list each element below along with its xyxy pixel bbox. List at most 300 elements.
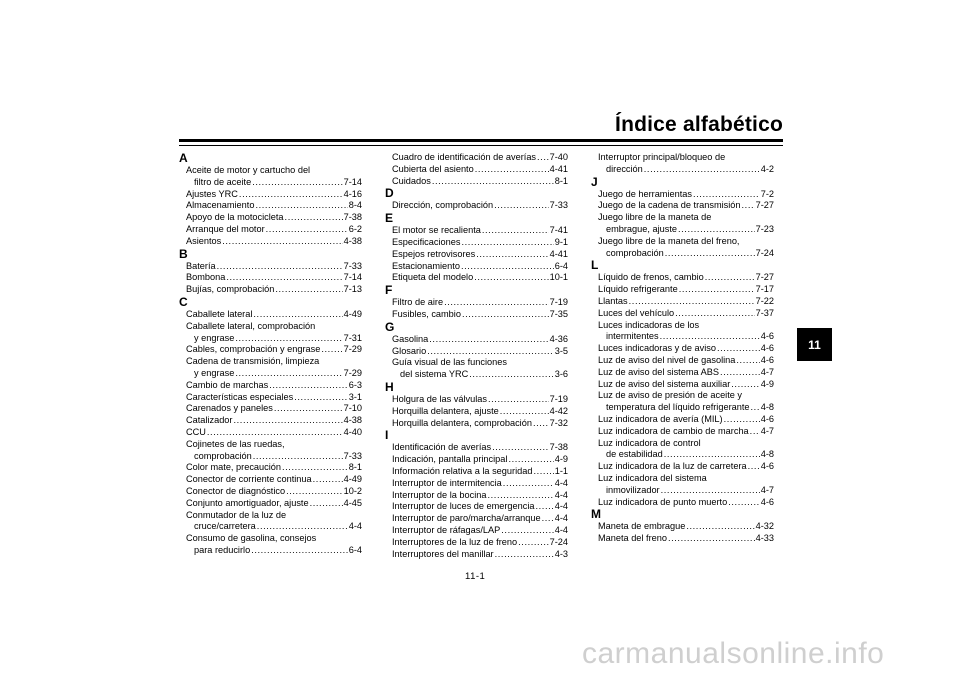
index-entry-label: Holgura de las válvulas [392,393,487,404]
index-leader-dots [508,454,553,466]
index-leader-dots [207,427,343,439]
index-entry-page: 7-33 [343,450,362,461]
index-entry-page: 7-35 [549,308,568,319]
index-entry-page: 7-29 [343,367,362,378]
index-leader-dots [751,402,760,414]
index-entry-page: 8-1 [348,462,362,473]
index-entry-label: para reducirlo [194,544,251,555]
index-entry [186,474,362,486]
index-entry-page: 7-2 [760,188,774,199]
index-entry-label: Dirección, comprobación [392,200,494,211]
index-entry [392,549,568,561]
index-entry-label: Interruptor de paro/marcha/arranque [392,513,541,524]
index-entry-page: 7-14 [343,176,362,187]
index-leader-dots [461,237,553,249]
index-leader-dots [257,521,348,533]
index-entry-page: 4-7 [760,366,774,377]
index-entry-text: Cadena de transmisión, limpieza [186,356,320,367]
index-entry [392,525,568,537]
index-entry-page: 4-41 [549,163,568,174]
index-entry-label: Luz indicadora de cambio de marcha [598,425,749,436]
index-entry-page: 4-38 [343,415,362,426]
index-letter-heading: M [591,507,601,522]
index-entry [598,164,774,176]
index-leader-dots [664,449,760,461]
chapter-tab[interactable] [797,328,832,361]
index-leader-dots [660,331,760,343]
index-entry-page: 4-33 [755,533,774,544]
index-entry [598,296,774,308]
index-entry [392,418,568,430]
index-leader-dots [503,478,554,490]
index-entry-label: Luces indicadoras y de aviso [598,343,716,354]
index-leader-dots [239,189,343,201]
index-leader-dots [429,334,548,346]
index-leader-dots [686,521,754,533]
index-letter-heading: L [591,258,599,273]
index-entry [598,367,774,379]
index-leader-dots [266,224,348,236]
index-leader-dots [748,461,760,473]
index-entry-page: 8-1 [554,175,568,186]
index-leader-dots [678,224,755,236]
index-entry-label: Luz indicadora de la luz de carretera [598,461,747,472]
index-entry-label: comprobación [194,450,252,461]
index-entry [186,272,362,284]
index-entry-label: Gasolina [392,333,429,344]
index-leader-dots [274,403,343,415]
index-entry [186,309,362,321]
index-entry [392,334,568,346]
index-leader-dots [679,284,755,296]
index-entry [392,442,568,454]
index-entry-text: Cojinetes de las ruedas, [186,438,285,449]
index-entry-page: 4-8 [760,402,774,413]
index-entry [186,333,362,345]
index-entry [598,331,774,343]
index-entry [186,284,362,296]
index-leader-dots [488,490,554,502]
index-entry-label: Arranque del motor [186,223,265,234]
index-entry-page: 7-33 [343,260,362,271]
index-entry-page: 9-1 [554,236,568,247]
index-leader-dots [285,212,343,224]
index-leader-dots [518,537,548,549]
index-entry [392,237,568,249]
index-leader-dots [474,272,548,284]
index-entry-label: embrague, ajuste [606,223,677,234]
index-entry-label: del sistema YRC [400,369,469,380]
index-leader-dots [665,248,755,260]
index-entry-page: 7-27 [755,200,774,211]
index-entry [186,451,362,463]
index-letter-heading: J [591,174,598,189]
index-leader-dots [269,380,348,392]
index-entry-label: Especificaciones [392,236,461,247]
index-entry-page: 4-8 [760,449,774,460]
index-leader-dots [444,297,549,309]
index-entry-label: Luz indicadora de avería (MIL) [598,413,723,424]
index-entry-label: Cambio de marchas [186,379,269,390]
index-entry-page: 4-4 [554,489,568,500]
index-leader-dots [750,426,760,438]
index-entry [392,406,568,418]
index-entry-label: Interruptor de intermitencia [392,477,502,488]
index-entry-page: 4-49 [343,474,362,485]
index-entry [392,537,568,549]
index-entry-label: Color mate, precaución [186,462,281,473]
index-entry-text: Juego libre de la maneta del freno, [598,235,740,246]
index-leader-dots [488,394,549,406]
index-leader-dots [629,296,755,308]
index-entry [598,402,774,414]
index-entry [598,200,774,212]
index-leader-dots [461,261,554,273]
index-entry-page: 3-5 [554,345,568,356]
index-leader-dots [537,152,549,164]
index-entry [598,497,774,509]
page-title: Índice alfabético [615,113,783,136]
index-entry-page: 7-37 [755,307,774,318]
index-entry-label: Líquido de frenos, cambio [598,272,704,283]
index-entry-page: 4-4 [554,501,568,512]
index-leader-dots [321,344,342,356]
index-entry-label: de estabilidad [606,449,663,460]
index-leader-dots [728,497,759,509]
index-entry-label: Cables, comprobación y engrase [186,344,321,355]
index-leader-dots [724,414,760,426]
index-entry-label: Estacionamiento [392,260,460,271]
index-entry-page: 7-33 [549,200,568,211]
index-entry-page: 4-6 [760,461,774,472]
index-entry-label: Asientos [186,235,222,246]
index-leader-dots [720,367,760,379]
index-entry-label: Luz de aviso del nivel de gasolina [598,354,736,365]
index-column-1 [179,151,362,557]
index-entry [598,284,774,296]
index-entry [186,189,362,201]
index-entry-page: 7-13 [343,284,362,295]
index-entry-page: 7-27 [755,272,774,283]
index-entry-page: 4-6 [760,496,774,507]
index-leader-dots [226,272,342,284]
index-entry-label: Cubierta del asiento [392,163,474,174]
index-entry-page: 8-4 [348,200,362,211]
index-entry [598,355,774,367]
index-entry-label: Batería [186,260,216,271]
index-entry [392,272,568,284]
index-entry [392,394,568,406]
index-entry-page: 4-38 [343,235,362,246]
index-entry-label: El motor se recalienta [392,225,481,236]
header-rule-thin [179,145,783,146]
index-entry [392,501,568,513]
index-leader-dots [533,418,549,430]
index-entry [598,485,774,497]
index-leader-dots [294,392,347,404]
index-leader-dots [313,474,343,486]
index-leader-dots [492,442,549,454]
index-entry-page: 4-32 [755,521,774,532]
index-entry-page: 7-32 [549,417,568,428]
index-entry-page: 4-4 [554,524,568,535]
index-leader-dots [222,236,342,248]
index-entry-page: 7-31 [343,332,362,343]
index-entry [186,462,362,474]
index-entry-text: Luz de aviso de presión de aceite y [598,390,743,401]
index-leader-dots [427,346,554,358]
index-entry [186,261,362,273]
index-entry-page: 4-4 [554,477,568,488]
index-entry [598,224,774,236]
index-letter-heading: A [179,151,188,165]
index-entry-label: Fusibles, cambio [392,308,461,319]
index-leader-dots [693,189,760,201]
index-letter-heading: B [179,246,188,261]
index-entry [186,224,362,236]
index-entry [186,521,362,533]
index-entry-label: Caballete lateral [186,308,253,319]
index-entry-page: 4-9 [554,454,568,465]
index-entry-label: Conector de diagnóstico [186,485,286,496]
index-entry-page: 4-49 [343,308,362,319]
index-entry [392,454,568,466]
index-entry [392,176,568,188]
index-entry [598,449,774,461]
index-leader-dots [462,309,549,321]
index-entry-page: 7-24 [549,536,568,547]
index-column-3 [591,152,774,545]
index-entry-label: intermitentes [606,331,659,342]
index-entry [392,369,568,381]
index-entry [392,200,568,212]
index-entry-page: 4-6 [760,343,774,354]
index-entry [392,309,568,321]
index-entry [392,249,568,261]
index-entry-label: filtro de aceite [194,176,252,187]
index-entry [598,414,774,426]
index-leader-dots [469,369,553,381]
index-column-2 [385,152,568,560]
index-leader-dots [500,406,549,418]
index-entry [598,533,774,545]
index-entry-label: Luz de aviso del sistema ABS [598,366,720,377]
index-entry-label: Información relativa a la seguridad [392,465,533,476]
index-entry-page: 7-19 [549,297,568,308]
index-leader-dots [252,177,342,189]
index-entry [598,379,774,391]
index-leader-dots [476,249,548,261]
index-entry-page: 7-10 [343,403,362,414]
index-entry [186,380,362,392]
index-leader-dots [475,164,549,176]
index-entry [392,152,568,164]
index-entry-page: 4-7 [760,484,774,495]
index-entry-page: 4-40 [343,426,362,437]
index-leader-dots [661,485,760,497]
index-entry-text: Luz indicadora del sistema [598,472,707,483]
index-leader-dots [310,498,343,510]
index-entry [186,415,362,427]
index-leader-dots [482,225,549,237]
index-entry-page: 7-14 [343,272,362,283]
index-entry-text: Conmutador de la luz de [186,509,287,520]
index-entry-page: 7-17 [755,284,774,295]
index-entry-page: 4-41 [549,248,568,259]
index-entry-page: 4-6 [760,331,774,342]
index-entry [392,513,568,525]
index-entry-label: Luz indicadora de punto muerto [598,496,728,507]
index-entry [186,368,362,380]
index-entry-page: 4-4 [554,513,568,524]
index-entry-label: Características especiales [186,391,294,402]
index-entry-text: Aceite de motor y cartucho del [186,165,311,175]
index-entry-label: Horquilla delantera, comprobación [392,417,532,428]
index-entry-label: Carenados y paneles [186,403,273,414]
index-entry [598,308,774,320]
index-leader-dots [501,525,553,537]
index-entry-page: 4-42 [549,405,568,416]
index-entry-label: CCU [186,426,206,437]
index-leader-dots [644,164,760,176]
index-entry-page: 4-2 [760,163,774,174]
index-letter-heading: E [385,211,394,226]
index-entry-label: Espejos retrovisores [392,248,476,259]
index-entry [598,426,774,438]
index-leader-dots [494,200,549,212]
index-entry-label: Luces del vehículo [598,307,675,318]
index-entry-page: 6-2 [348,223,362,234]
index-entry-label: Apoyo de la motocicleta [186,212,284,223]
index-leader-dots [536,501,554,513]
index-entry-label: Líquido refrigerante [598,284,678,295]
index-leader-dots [235,333,342,345]
index-entry-label: Maneta del freno [598,533,667,544]
index-leader-dots [217,261,343,273]
index-entry [392,297,568,309]
index-leader-dots [742,200,755,212]
index-entry-page: 7-23 [755,223,774,234]
index-entry [186,486,362,498]
index-entry-text: Consumo de gasolina, consejos [186,533,317,544]
index-entry-page: 10-2 [343,485,362,496]
index-entry-text: Interruptor principal/bloqueo de [598,152,726,162]
index-entry [598,343,774,355]
index-entry-text: Guía visual de las funciones [392,357,507,368]
index-entry [186,427,362,439]
watermark: carmanualsonline.info [582,637,885,670]
index-entry-page: 6-3 [348,379,362,390]
index-entry-text: Caballete lateral, comprobación [186,320,316,331]
index-entry [186,344,362,356]
index-entry-page: 6-4 [554,260,568,271]
index-entry-label: dirección [606,163,643,174]
index-entry-label: Glosario [392,345,427,356]
index-entry [186,545,362,557]
index-entry-label: comprobación [606,247,664,258]
index-entry-page: 7-29 [343,344,362,355]
index-entry-page: 7-19 [549,393,568,404]
index-entry-page: 7-38 [343,212,362,223]
index-entry [598,461,774,473]
index-entry-page: 3-6 [554,369,568,380]
index-letter-heading: H [385,379,394,394]
index-entry-label: Interruptor de ráfagas/LAP [392,524,501,535]
index-leader-dots [675,308,755,320]
index-entry-label: Interruptor de la bocina [392,489,487,500]
index-entry-label: y engrase [194,332,235,343]
index-entry [392,478,568,490]
index-leader-dots [233,415,342,427]
index-entry-page: 7-41 [549,225,568,236]
index-entry-page: 7-22 [755,295,774,306]
index-entry-label: cruce/carretera [194,521,256,532]
index-entry-label: Catalizador [186,415,233,426]
index-entry [598,189,774,201]
index-entry-text: Juego libre de la maneta de [598,212,712,223]
index-entry [392,466,568,478]
index-entry-label: Filtro de aire [392,297,444,308]
index-entry-label: Luz de aviso del sistema auxiliar [598,378,731,389]
index-entry-label: Etiqueta del modelo [392,272,474,283]
index-entry-label: Juego de la cadena de transmisión [598,200,741,211]
index-entry [392,261,568,273]
index-entry-page: 4-7 [760,425,774,436]
index-entry-label: Llantas [598,295,628,306]
index-letter-heading: D [385,186,394,201]
index-leader-dots [717,343,760,355]
index-leader-dots [731,379,759,391]
index-entry-page: 6-4 [348,544,362,555]
index-entry-page: 4-9 [760,378,774,389]
index-entry-label: Interruptor de luces de emergencia [392,501,535,512]
index-leader-dots [253,451,343,463]
index-entry-text: Luz indicadora de control [598,437,701,448]
index-entry [186,212,362,224]
index-entry [392,225,568,237]
index-entry-label: Interruptores de la luz de freno [392,536,518,547]
index-leader-dots [253,309,342,321]
index-leader-dots [705,272,755,284]
index-entry [186,236,362,248]
header-rule-thick [179,139,783,142]
index-entry-page: 7-40 [549,152,568,162]
index-entry-page: 10-1 [549,272,568,283]
index-entry-page: 4-6 [760,354,774,365]
index-letter-heading: G [385,319,395,334]
index-entry [598,521,774,533]
index-entry [598,248,774,260]
index-entry-label: Conector de corriente continua [186,474,312,485]
index-leader-dots [235,368,342,380]
index-entry-label: Identificación de averías [392,442,492,453]
index-entry-label: inmovilizador [606,484,660,495]
index-entry-label: Interruptores del manillar [392,548,494,559]
index-entry-text: Luces indicadoras de los [598,319,700,330]
index-entry-page: 4-16 [343,188,362,199]
index-leader-dots [495,549,554,561]
index-entry [392,490,568,502]
index-leader-dots [255,200,347,212]
index-leader-dots [668,533,755,545]
index-entry-page: 4-3 [554,548,568,559]
index-leader-dots [251,545,348,557]
index-entry [186,403,362,415]
page-number: 11-1 [465,571,486,582]
index-letter-heading: C [179,294,188,309]
index-leader-dots [286,486,343,498]
index-entry-label: Indicación, pantalla principal [392,454,508,465]
